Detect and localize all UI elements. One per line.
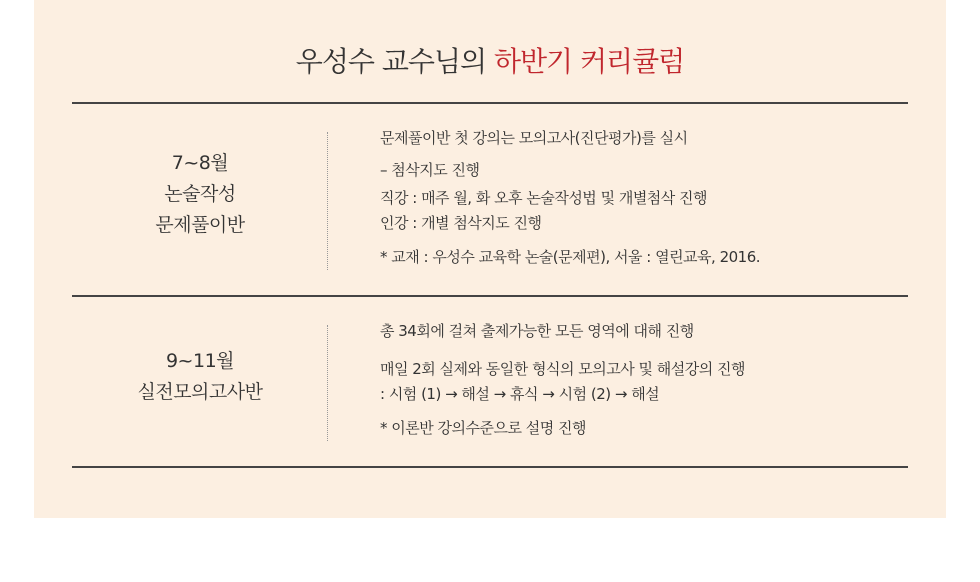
detail-note: * 교재 : 우성수 교육학 논술(문제편), 서울 : 열린교육, 2016.	[380, 248, 761, 266]
section-name-line: 실전모의고사반	[137, 381, 263, 403]
title-accent: 하반기 커리큘럼	[493, 45, 685, 78]
detail-note: * 이론반 강의수준으로 설명 진행	[380, 419, 586, 437]
section-name-line: 논술작성	[164, 183, 236, 205]
detail-line: : 시험 (1) → 해설 → 휴식 → 시험 (2) → 해설	[380, 385, 660, 403]
section-period: 7~8월	[171, 152, 229, 174]
detail-line: 인강 : 개별 첨삭지도 진행	[380, 214, 542, 232]
section-heading	[72, 346, 328, 408]
divider-bottom	[72, 466, 908, 468]
dotted-separator	[327, 325, 328, 441]
detail-line: – 첨삭지도 진행	[380, 161, 480, 179]
section-name-line: 문제풀이반	[155, 214, 245, 236]
detail-line: 직강 : 매주 월, 화 오후 논술작성법 및 개별첨삭 진행	[380, 189, 708, 207]
detail-line: 매일 2회 실제와 동일한 형식의 모의고사 및 해설강의 진행	[380, 360, 745, 378]
section-fall	[72, 297, 908, 467]
title-prefix: 우성수 교수님의	[295, 45, 494, 78]
section-heading	[72, 148, 328, 241]
section-period: 9~11월	[165, 350, 235, 372]
page-title	[0, 40, 980, 80]
section-summer	[72, 104, 908, 296]
detail-line: 총 34회에 걸쳐 출제가능한 모든 영역에 대해 진행	[380, 322, 694, 340]
detail-line: 문제풀이반 첫 강의는 모의고사(진단평가)를 실시	[380, 129, 688, 147]
dotted-separator	[327, 132, 328, 270]
